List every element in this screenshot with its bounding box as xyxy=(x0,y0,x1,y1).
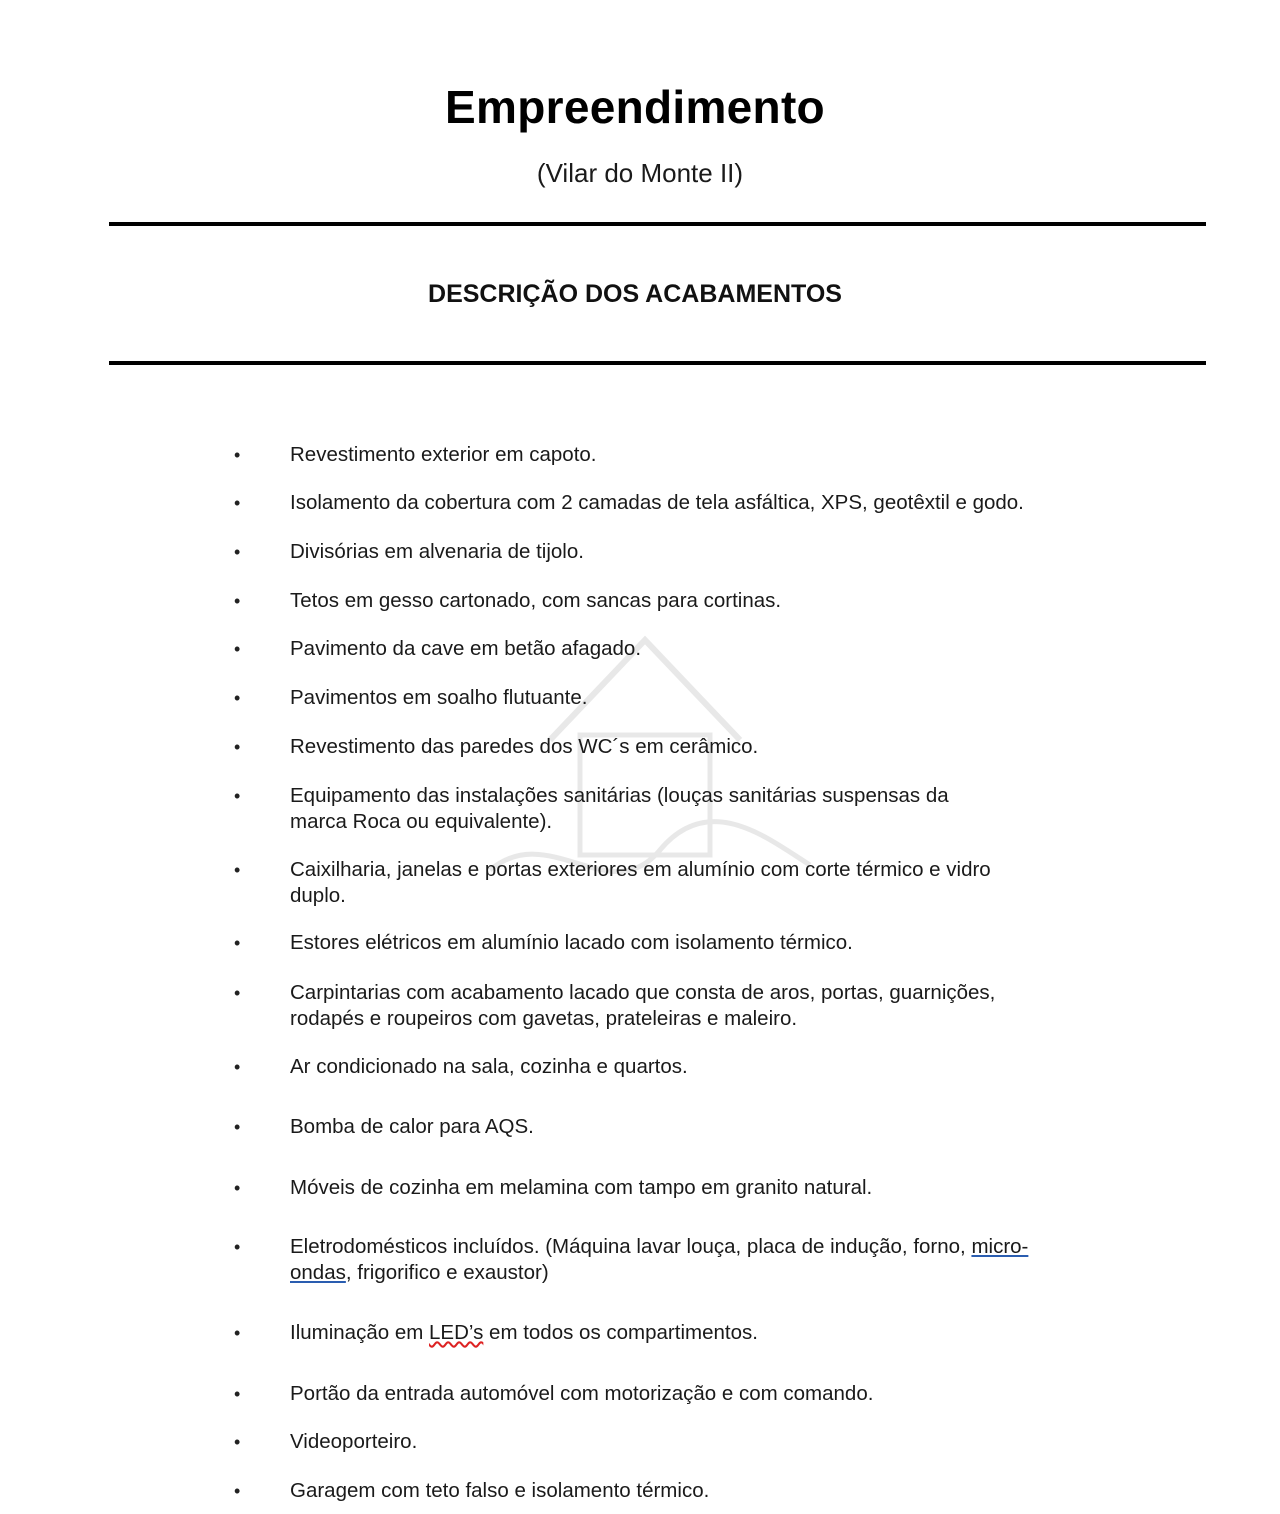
bullet: • xyxy=(234,493,241,513)
bullet: • xyxy=(234,639,241,659)
list-item-line: rodapés e roupeiros com gavetas, prateleiras e maleiro. xyxy=(290,1007,798,1030)
list-item-line: Carpintarias com acabamento lacado que consta de aros, portas, guarnições, xyxy=(290,981,996,1004)
list-item xyxy=(234,636,1114,662)
list-item-line: duplo. xyxy=(290,884,346,907)
bullet: • xyxy=(234,860,241,880)
list-item-text: Portão da entrada automóvel com motorização e com comando. xyxy=(290,1382,874,1405)
list-item-line: Caixilharia, janelas e portas exteriores em alumínio com corte térmico e vidro xyxy=(290,858,991,881)
bullet: • xyxy=(234,1117,241,1137)
list-item-text xyxy=(290,783,1114,835)
list-item xyxy=(234,1114,1114,1140)
bullet: • xyxy=(234,1384,241,1404)
list-item-text: Estores elétricos em alumínio lacado com isolamento térmico. xyxy=(290,931,853,954)
list-item-text xyxy=(290,857,1114,909)
list-item xyxy=(234,734,1114,760)
document-subtitle: (Vilar do Monte II) xyxy=(536,158,744,188)
list-item xyxy=(234,490,1114,516)
bullet: • xyxy=(234,1432,241,1452)
bullet: • xyxy=(234,737,241,757)
list-item xyxy=(234,1234,1114,1286)
spellcheck-flagged-word: LED’s xyxy=(429,1321,484,1344)
list-item-text: Videoporteiro. xyxy=(290,1430,418,1453)
list-item xyxy=(234,857,1114,909)
list-item-text: Pavimentos em soalho flutuante. xyxy=(290,686,588,709)
list-item xyxy=(234,1054,1114,1080)
list-item-text xyxy=(290,1320,1114,1346)
list-item-line: Eletrodomésticos incluídos. (Máquina lavar louça, placa de indução, forno, xyxy=(290,1235,972,1258)
list-item-line: Equipamento das instalações sanitárias (louças sanitárias suspensas da xyxy=(290,784,949,807)
list-item-text xyxy=(290,980,1114,1032)
list-item-line: , frigorifico e exaustor) xyxy=(345,1261,549,1284)
list-item-text: Tetos em gesso cartonado, com sancas para cortinas. xyxy=(290,589,782,612)
list-item-text: Móveis de cozinha em melamina com tampo em granito natural. xyxy=(290,1176,873,1199)
bullet: • xyxy=(234,688,241,708)
list-item xyxy=(234,1429,1114,1455)
bullet: • xyxy=(234,1057,241,1077)
list-item xyxy=(234,1175,1114,1201)
list-item-text: Garagem com teto falso e isolamento térmico. xyxy=(290,1479,710,1502)
list-item-text xyxy=(290,1234,1114,1286)
bullet: • xyxy=(234,1323,241,1343)
list-item-line: em todos os compartimentos. xyxy=(483,1321,758,1344)
list-item xyxy=(234,930,1114,956)
list-item-text: Isolamento da cobertura com 2 camadas de tela asfáltica, XPS, geotêxtil e godo. xyxy=(290,491,1024,514)
document-title: Empreendimento xyxy=(445,81,825,133)
list-item xyxy=(234,588,1114,614)
list-item-text: Ar condicionado na sala, cozinha e quartos. xyxy=(290,1055,688,1078)
bullet: • xyxy=(234,1237,241,1257)
hyperlink-text[interactable]: ondas xyxy=(290,1261,346,1284)
bullet: • xyxy=(234,933,241,953)
list-item xyxy=(234,1381,1114,1407)
list-item xyxy=(234,539,1114,565)
bullet: • xyxy=(234,983,241,1003)
list-item xyxy=(234,783,1114,835)
list-item xyxy=(234,1320,1114,1346)
list-item-line: marca Roca ou equivalente). xyxy=(290,810,553,833)
list-item-text: Bomba de calor para AQS. xyxy=(290,1115,534,1138)
bullet: • xyxy=(234,1481,241,1501)
list-item-text: Pavimento da cave em betão afagado. xyxy=(290,637,642,660)
bullet: • xyxy=(234,786,241,806)
hyperlink-text[interactable]: micro- xyxy=(971,1235,1029,1258)
list-item-text: Divisórias em alvenaria de tijolo. xyxy=(290,540,584,563)
bullet: • xyxy=(234,445,241,465)
list-item xyxy=(234,1478,1114,1504)
bullet: • xyxy=(234,1178,241,1198)
list-item xyxy=(234,442,1114,468)
list-item-line: Iluminação em xyxy=(290,1321,430,1344)
bullet: • xyxy=(234,591,241,611)
list-item xyxy=(234,685,1114,711)
list-item-text: Revestimento exterior em capoto. xyxy=(290,443,597,466)
list-item xyxy=(234,980,1114,1032)
list-item-text: Revestimento das paredes dos WC´s em cerâmico. xyxy=(290,735,759,758)
bullet: • xyxy=(234,542,241,562)
section-heading: DESCRIÇÃO DOS ACABAMENTOS xyxy=(428,280,842,308)
